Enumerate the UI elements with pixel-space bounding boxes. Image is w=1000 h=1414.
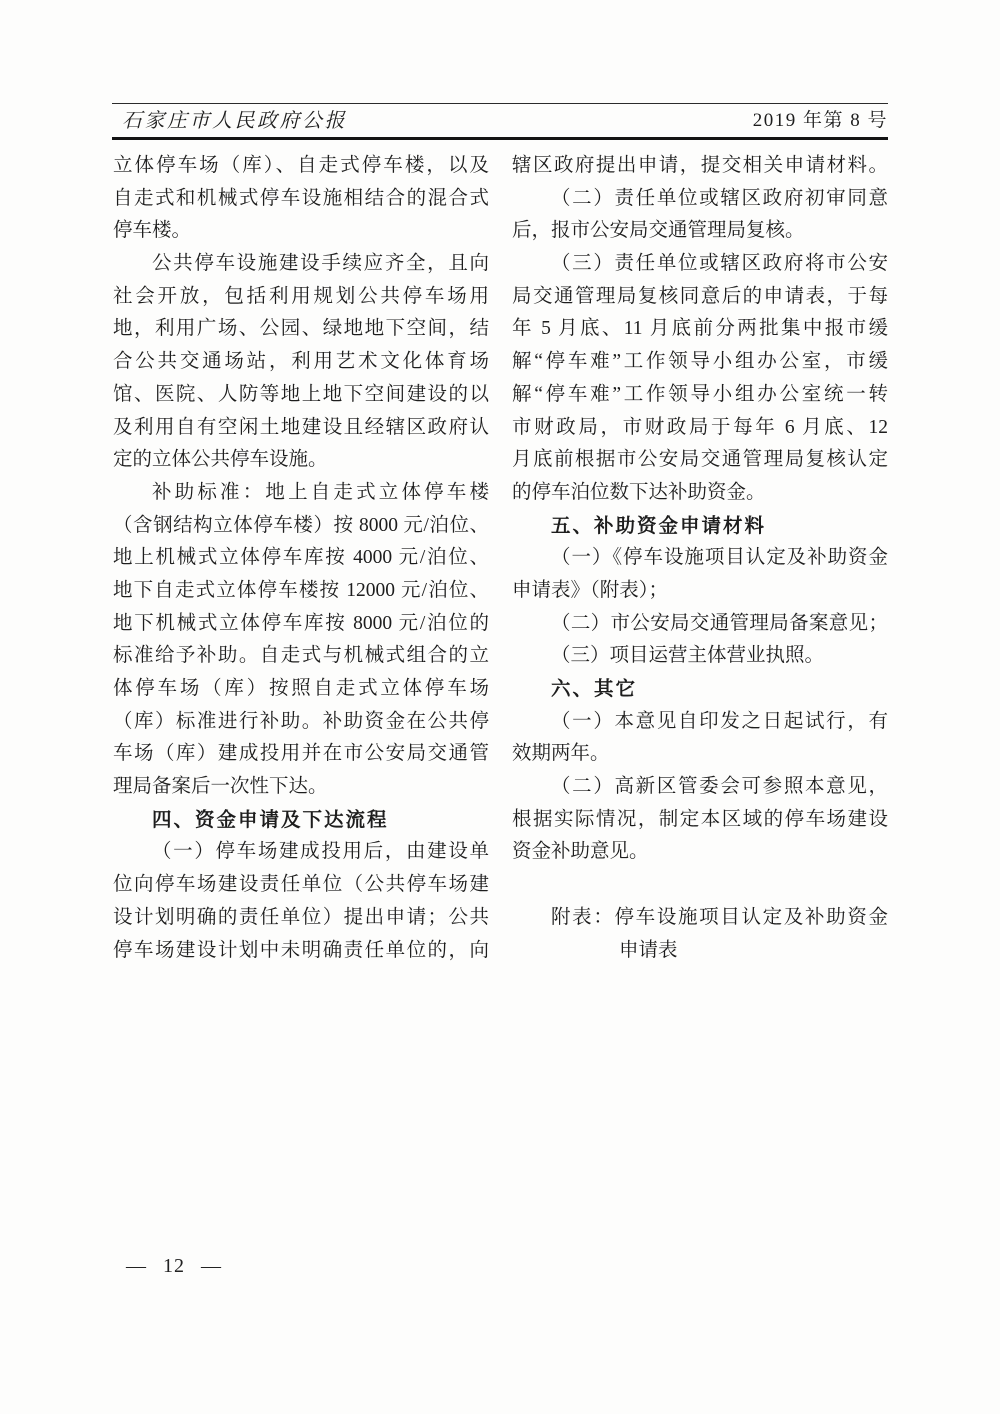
text-line: 资金补助意见。 (512, 841, 649, 863)
publication-title: 石家庄市人民政府公报 (122, 110, 347, 132)
text-line: 月底前根据市公安局交通管理局复核认定 (512, 449, 888, 471)
text-line: 立体停车场（库）、自走式停车楼，以及 (113, 155, 489, 176)
page-number: — 12 — (126, 1255, 222, 1277)
left-column (113, 150, 489, 967)
text-line: 停车场建设计划中未明确责任单位的，向 (113, 939, 489, 961)
text-line: 根据实际情况，制定本区域的停车场建设 (512, 808, 888, 830)
text-line: 合公共交通场站，利用艺术文化体育场 (113, 351, 489, 373)
text-line: 车场（库）建成投用并在市公安局交通管 (113, 743, 489, 765)
text-line: （三）项目运营主体营业执照。 (551, 645, 825, 667)
text-line: 解“停车难”工作领导小组办公室，市缓 (512, 351, 888, 373)
issue-number: 2019 年第 8 号 (752, 110, 888, 131)
header-rule-thin (112, 103, 888, 104)
text-line: 体停车场（库）按照自走式立体停车场 (113, 678, 489, 699)
text-line: 理局备案后一次性下达。 (113, 776, 328, 798)
text-line: 设计划明确的责任单位）提出申请；公共 (113, 906, 489, 928)
text-line: （库）标准进行补助。补助资金在公共停 (113, 710, 489, 732)
text-line (512, 869, 888, 902)
text-line: （一）停车场建成投用后，由建设单 (152, 841, 489, 863)
section-heading: 六、其它 (551, 678, 638, 700)
text-line: 申请表》（附表）； (512, 579, 669, 601)
text-line: 地，利用广场、公园、绿地地下空间，结 (113, 318, 489, 340)
text-line: 地上机械式立体停车库按 4000 元/泊位、 (113, 547, 489, 569)
text-line: （二）市公安局交通管理局备案意见； (551, 612, 888, 634)
text-line: 附表：停车设施项目认定及补助资金 (551, 906, 888, 928)
text-line: （三）责任单位或辖区政府将市公安 (551, 253, 888, 275)
page-header (112, 106, 888, 134)
text-line: 补助标准：地上自走式立体停车楼 (152, 481, 489, 503)
text-line: （二）高新区管委会可参照本意见， (551, 776, 888, 798)
text-line: 社会开放，包括利用规划公共停车场用 (113, 285, 489, 307)
text-line: 辖区政府提出申请，提交相关申请材料。 (512, 155, 888, 176)
text-line: 自走式和机械式停车设施相结合的混合式 (113, 187, 489, 209)
text-line: 申请表 (619, 939, 678, 961)
text-line: 定的立体公共停车设施。 (113, 449, 328, 471)
body-columns (113, 150, 888, 967)
text-line: 的停车泊位数下达补助资金。 (512, 481, 766, 503)
text-line: 公共停车设施建设手续应齐全，且向 (152, 253, 489, 275)
section-heading: 四、资金申请及下达流程 (152, 808, 389, 831)
text-line: 及利用自有空闲土地建设且经辖区政府认 (113, 416, 489, 438)
text-line: （含钢结构立体停车楼）按 8000 元/泊位、 (113, 514, 489, 536)
text-line: 局交通管理局复核同意后的申请表，于每 (512, 285, 888, 307)
text-line: 停车楼。 (113, 220, 192, 242)
text-line: 标准给予补助。自走式与机械式组合的立 (113, 645, 489, 667)
text-line: 效期两年。 (512, 743, 610, 765)
text-line: 年 5 月底、11 月底前分两批集中报市缓 (512, 318, 888, 340)
text-line: 地下机械式立体停车库按 8000 元/泊位的 (113, 612, 489, 634)
text-line: 位向停车场建设责任单位（公共停车场建 (113, 874, 489, 896)
header-rule-thick (112, 137, 888, 140)
text-line: （二）责任单位或辖区政府初审同意 (551, 187, 888, 209)
right-column (512, 150, 888, 967)
text-line: 市财政局，市财政局于每年 6 月底、12 (512, 416, 888, 438)
text-line: 后，报市公安局交通管理局复核。 (512, 220, 805, 242)
section-heading: 五、补助资金申请材料 (551, 514, 767, 537)
text-line: 解“停车难”工作领导小组办公室统一转 (512, 383, 888, 405)
text-line: 地下自走式立体停车楼按 12000 元/泊位、 (113, 579, 489, 601)
text-line: 馆、医院、人防等地上地下空间建设的以 (113, 383, 489, 405)
text-line: （一）《停车设施项目认定及补助资金 (551, 547, 888, 569)
text-line: （一）本意见自印发之日起试行，有 (551, 710, 888, 732)
